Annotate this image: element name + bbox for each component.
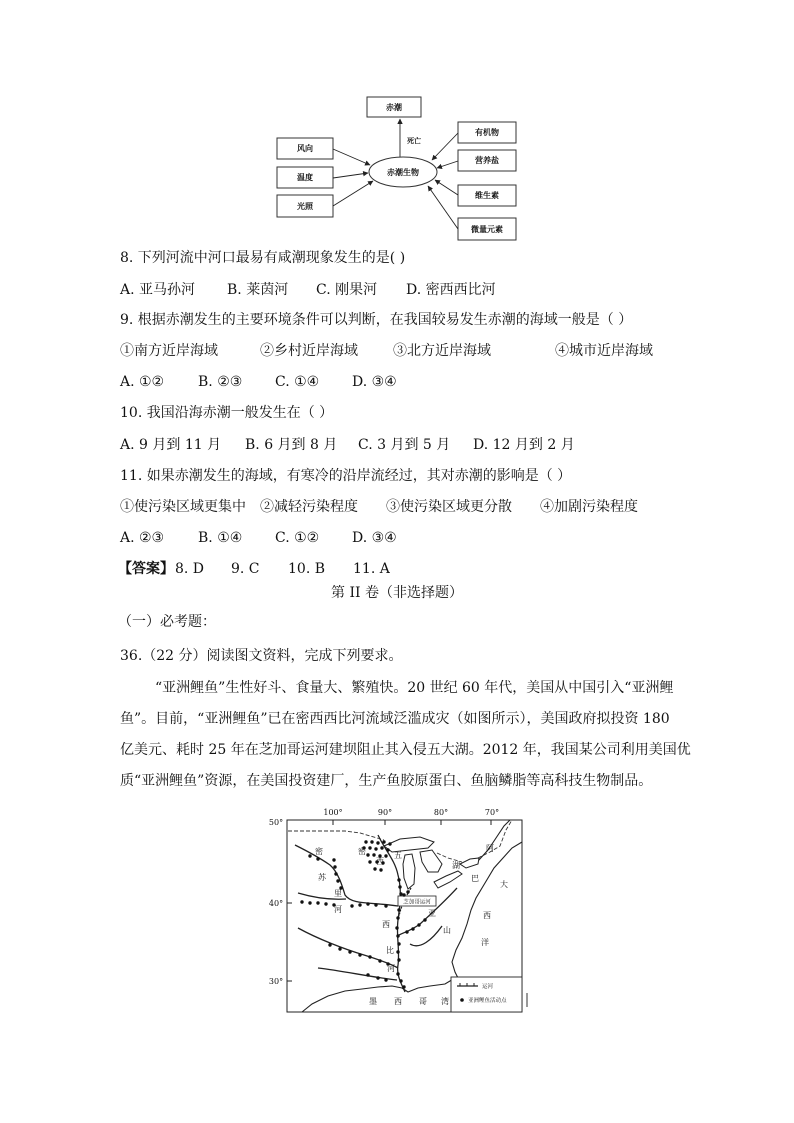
longitude-label: 80°: [433, 808, 449, 817]
carp-activity-point: [368, 846, 371, 849]
map-label-great-lakes: 湖: [452, 861, 460, 870]
carp-activity-point: [366, 902, 369, 905]
chicago-canal-text: 芝加哥运河: [403, 899, 431, 906]
factor-box-temperature: [277, 167, 333, 188]
answer-label: 【答案】: [118, 561, 174, 577]
carp-activity-point: [399, 892, 402, 895]
carp-activity-point: [370, 840, 373, 843]
carp-activity-point: [368, 955, 371, 958]
option: C. 3 月到 5 月: [358, 437, 451, 453]
red-tide-organism-ellipse: [369, 157, 437, 187]
statement: ③使污染区域更分散: [386, 499, 512, 515]
factor-box-wind: [277, 138, 333, 159]
carp-activity-point: [384, 854, 387, 857]
statement: ②减轻污染程度: [260, 499, 358, 515]
longitude-label: 90°: [377, 808, 393, 817]
carp-activity-point: [308, 854, 311, 857]
factor-arrow: [432, 133, 458, 160]
statement: ②乡村近岸海域: [260, 343, 358, 359]
map-label-appalachian: 山: [443, 926, 451, 935]
carp-activity-point: [374, 903, 377, 906]
death-label: 死亡: [407, 137, 421, 145]
map-label-mississippi: 西: [376, 857, 384, 866]
red-tide-factor-diagram: [268, 92, 524, 247]
carp-activity-point: [358, 903, 361, 906]
question-9-stem: 9. 根据赤潮发生的主要环境条件可以判断，在我国较易发生赤潮的海域一般是（ ）: [120, 312, 633, 328]
question-10-options: [120, 435, 600, 455]
carp-activity-point: [368, 860, 371, 863]
carp-activity-point: [348, 950, 351, 953]
legend-canal-label: 运河: [482, 984, 494, 990]
carp-activity-point: [399, 979, 402, 982]
red-tide-box-label: 赤潮: [386, 103, 402, 112]
latitude-label: 40°: [268, 899, 284, 908]
carp-activity-point: [396, 950, 399, 953]
longitude-label: 100°: [323, 808, 343, 817]
question-11-stem: 11. 如果赤潮发生的海域，有寒冷的沿岸流经过，其对赤潮的影响是（ ）: [120, 468, 572, 484]
option: D. ③④: [352, 374, 397, 390]
latitude-label: 30°: [268, 977, 284, 986]
carp-activity-point: [366, 973, 369, 976]
factor-label: 温度: [297, 173, 313, 182]
question-8-stem: 8. 下列河流中河口最易有咸潮现象发生的是( ): [120, 250, 406, 266]
carp-activity-point: [397, 942, 400, 945]
carp-activity-point: [334, 872, 337, 875]
statement: ①南方近岸海域: [120, 343, 218, 359]
factor-label: 风向: [297, 144, 313, 153]
map-label-gulf: 西: [394, 997, 402, 1006]
map-label-mississippi: 西: [382, 920, 390, 929]
statement: ④城市近岸海域: [555, 343, 653, 359]
paragraph-line: 亿美元、耗时 25 年在芝加哥运河建坝阻止其入侵五大湖。2012 年，我国某公司利用美国优: [120, 742, 691, 758]
carp-activity-point: [324, 902, 327, 905]
carp-activity-point: [396, 916, 399, 919]
longitude-label: 70°: [484, 808, 500, 817]
carp-activity-point: [336, 879, 339, 882]
chicago-canal-label: [398, 896, 436, 906]
carp-activity-point: [411, 927, 414, 930]
map-label-great-lakes: 五: [394, 851, 402, 860]
carp-activity-point: [402, 893, 405, 896]
carp-activity-point: [300, 900, 303, 903]
carp-activity-point: [382, 840, 385, 843]
paragraph-line: “亚洲鲤鱼”生性好斗、食量大、繁殖快。20 世纪 60 年代，美国从中国引入“亚洲鲤: [155, 680, 674, 696]
lake-michigan: [403, 854, 415, 889]
option: B. 6 月到 8 月: [245, 437, 338, 453]
paragraph-line: 鱼”。目前，“亚洲鲤鱼”已在密西西比河流域泛滥成灾（如图所示），美国政府拟投资 180: [120, 711, 670, 727]
carp-activity-point: [398, 885, 401, 888]
answer-item: 9. C: [231, 561, 260, 577]
factor-box-vitamin: [458, 185, 516, 206]
factor-arrow: [437, 161, 458, 168]
factor-label: 有机物: [475, 128, 499, 137]
factor-arrow: [435, 180, 458, 195]
carp-activity-point: [406, 890, 409, 893]
question-9-options: [120, 372, 440, 392]
map-label-mississippi: 河: [387, 964, 395, 973]
lake-erie: [434, 871, 462, 888]
question-8-options: [120, 280, 620, 300]
map-label-appalachian: 亚: [428, 909, 436, 918]
map-label-gulf: 哥: [419, 997, 427, 1006]
subsection-title: （一）必考题：: [118, 614, 216, 630]
carp-activity-point: [417, 923, 420, 926]
statement: ①使污染区域更集中: [120, 499, 246, 515]
carp-activity-point: [316, 857, 319, 860]
carp-activity-point: [423, 918, 426, 921]
legend-carp-label: 亚洲鲤鱼活动点: [468, 998, 507, 1004]
map-label-missouri: 里: [334, 889, 342, 898]
arkansas-river: [298, 928, 398, 968]
factor-label: 微量元素: [471, 225, 503, 234]
carp-activity-point: [338, 947, 341, 950]
factor-box-light: [277, 195, 333, 217]
map-label-atlantic: 大: [500, 880, 508, 889]
carp-activity-point: [379, 868, 382, 871]
option: D. 12 月到 2 月: [473, 437, 575, 453]
option: C. ①②: [275, 530, 320, 546]
map-label-mississippi: 密: [358, 847, 366, 856]
missouri-river: [295, 845, 398, 906]
factor-box-organic-matter: [458, 122, 516, 143]
statement: ③北方近岸海域: [393, 343, 491, 359]
factor-arrow: [333, 181, 373, 206]
map-label-appalachian: 巴: [471, 874, 479, 883]
map-label-missouri: 河: [334, 905, 342, 914]
option: C. ①④: [275, 374, 320, 390]
carp-activity-point: [395, 926, 398, 929]
factor-box-trace-elements: [458, 218, 516, 240]
section-title: 第 II 卷（非选择题）: [331, 585, 463, 601]
option: A. ①②: [120, 374, 165, 390]
carp-activity-point: [373, 867, 376, 870]
option: A. ②③: [120, 530, 165, 546]
carp-activity-point: [397, 878, 400, 881]
question-11-statements: [120, 497, 680, 517]
question-11-options: [120, 528, 440, 548]
carp-activity-point: [384, 904, 387, 907]
option: B. 莱茵河: [227, 282, 289, 298]
carp-activity-point: [333, 865, 336, 868]
carp-activity-point: [358, 953, 361, 956]
map-label-missouri: 密: [315, 847, 323, 856]
carp-activity-point: [378, 959, 381, 962]
question-10-stem: 10. 我国沿海赤潮一般发生在（ ）: [120, 405, 334, 421]
map-label-gulf: 湾: [441, 997, 449, 1006]
carp-activity-point: [328, 943, 331, 946]
factor-arrow: [333, 173, 368, 178]
carp-activity-point: [366, 853, 369, 856]
carp-activity-point: [397, 908, 400, 911]
map-label-mississippi: 比: [386, 946, 394, 955]
red-tide-box: [367, 97, 421, 117]
tennessee-river: [410, 926, 442, 946]
option: A. 9 月到 11 月: [120, 437, 222, 453]
map-label-appalachian: 阿: [486, 844, 494, 853]
factor-label: 维生素: [475, 191, 499, 200]
carp-activity-point: [316, 901, 319, 904]
red-tide-organism-label: 赤潮生物: [387, 168, 419, 177]
gulf-coastline: [302, 978, 455, 1012]
statement: ④加剧污染程度: [540, 499, 638, 515]
carp-activity-point: [364, 840, 367, 843]
carp-activity-point: [402, 985, 405, 988]
option: A. 亚马孙河: [120, 282, 196, 298]
answer-item: 11. A: [353, 561, 390, 577]
answer-item: 8. D: [175, 561, 205, 577]
answer-item: 10. B: [288, 561, 326, 577]
option: D. 密西西比河: [406, 282, 496, 298]
carp-point-symbol: [460, 998, 464, 1002]
question-36-stem: 36.（22 分）阅读图文资料，完成下列要求。: [120, 648, 403, 664]
carp-activity-point: [397, 958, 400, 961]
latitude-label: 50°: [268, 818, 284, 827]
map-label-gulf: 墨: [369, 997, 377, 1006]
factor-label: 营养盐: [475, 156, 499, 165]
option: B. ①④: [198, 530, 243, 546]
carp-activity-point: [396, 934, 399, 937]
carp-activity-point: [376, 976, 379, 979]
option: B. ②③: [198, 374, 243, 390]
map-legend: [451, 977, 522, 1012]
map-label-atlantic: 西: [483, 911, 491, 920]
carp-activity-point: [384, 978, 387, 981]
carp-activity-point: [380, 846, 383, 849]
factor-label: 光照: [297, 202, 313, 211]
carp-activity-point: [388, 842, 391, 845]
carp-activity-point: [396, 972, 399, 975]
carp-activity-point: [374, 847, 377, 850]
paragraph-line: 质“亚洲鲤鱼”资源，在美国投资建厂，生产鱼胶原蛋白、鱼脑鳞脂等高科技生物制品。: [120, 773, 653, 789]
red-river: [318, 968, 397, 980]
carp-activity-point: [350, 904, 353, 907]
carp-activity-point: [376, 841, 379, 844]
carp-activity-point: [332, 858, 335, 861]
asian-carp-distribution-map: [262, 800, 532, 1022]
option: D. ③④: [352, 530, 397, 546]
question-9-statements: [120, 341, 680, 361]
map-label-missouri: 苏: [318, 873, 326, 882]
lake-ontario: [460, 858, 479, 868]
factor-box-nutrient-salt: [458, 150, 516, 171]
option: C. 刚果河: [316, 282, 378, 298]
map-label-atlantic: 洋: [481, 938, 489, 947]
carp-activity-point: [386, 848, 389, 851]
factor-arrow: [333, 149, 370, 165]
answer-line: [118, 559, 418, 579]
carp-activity-point: [308, 901, 311, 904]
carp-activity-point: [405, 930, 408, 933]
